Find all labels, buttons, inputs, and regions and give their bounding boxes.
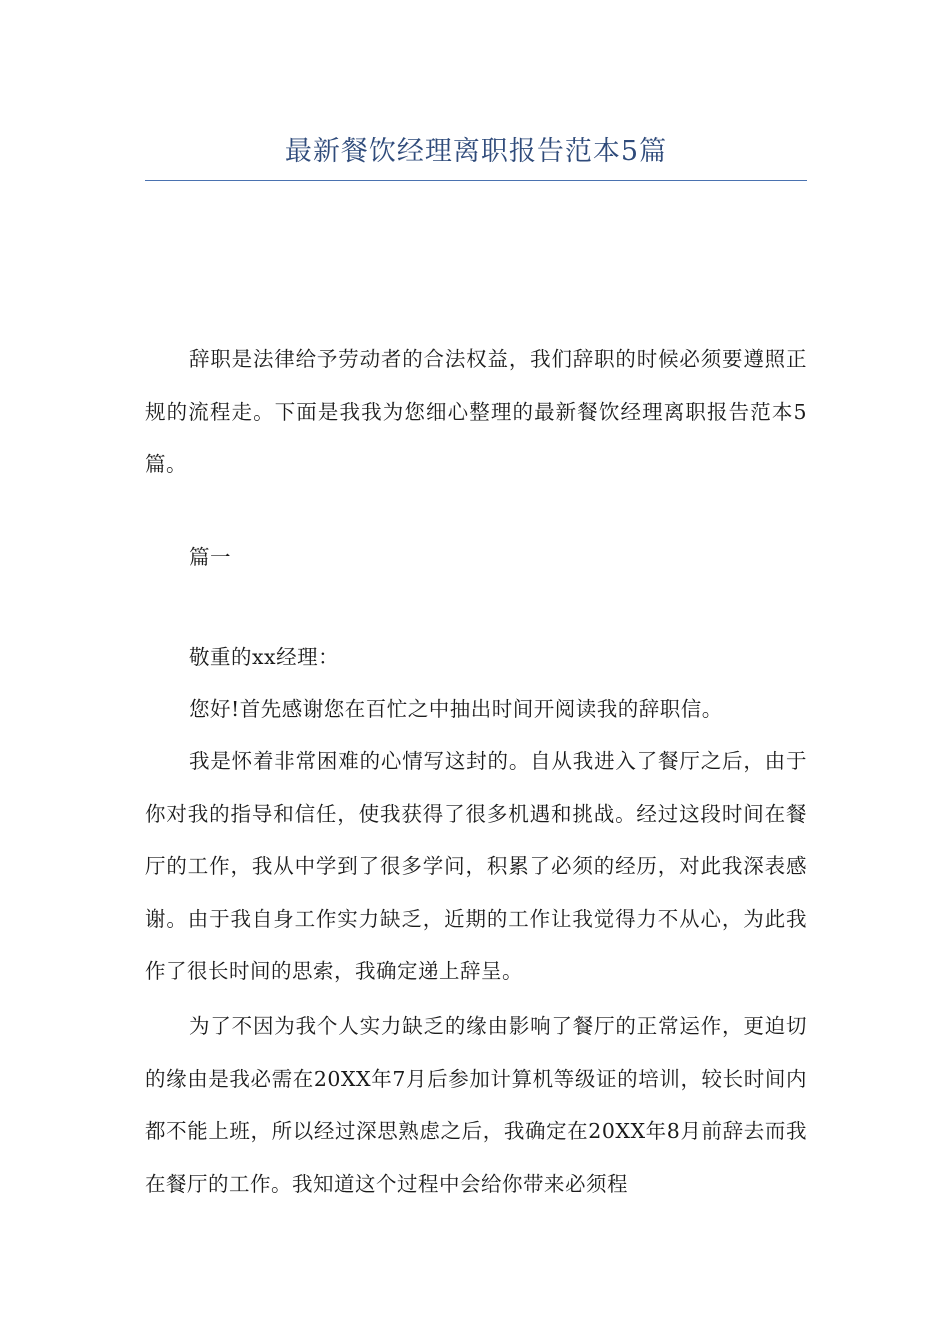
document-title: 最新餐饮经理离职报告范本5篇 [284,136,668,167]
intro-paragraph: 辞职是法律给予劳动者的合法权益，我们辞职的时候必须要遵照正规的流程走。下面是我我为您细心整理的最新餐饮经理离职报告范本5篇。 [145,347,807,476]
section-heading: 篇一 [189,545,231,569]
letter-greeting: 您好!首先感谢您在百忙之中抽出时间开阅读我的辞职信。 [189,697,723,721]
letter-paragraph: 为了不因为我个人实力缺乏的缘由影响了餐厅的正常运作，更迫切的缘由是我必需在20XX年7月后参加计算机等级证的培训，较长时间内都不能上班，所以经过深思熟虑之后，我确定在20XX年8月前辞去而我在餐厅的工作。我知道这个过程中会给你带来必须程 [145,1014,807,1196]
letter-paragraph: 我是怀着非常困难的心情写这封的。自从我进入了餐厅之后，由于你对我的指导和信任，使我获得了很多机遇和挑战。经过这段时间在餐厅的工作，我从中学到了很多学问，积累了必须的经历，对此我深表感谢。由于我自身工作实力缺乏，近期的工作让我觉得力不从心，为此我作了很长时间的思索，我确定递上辞呈。 [145,749,807,983]
title-divider [145,180,807,181]
letter-salutation: 敬重的xx经理： [189,645,340,669]
